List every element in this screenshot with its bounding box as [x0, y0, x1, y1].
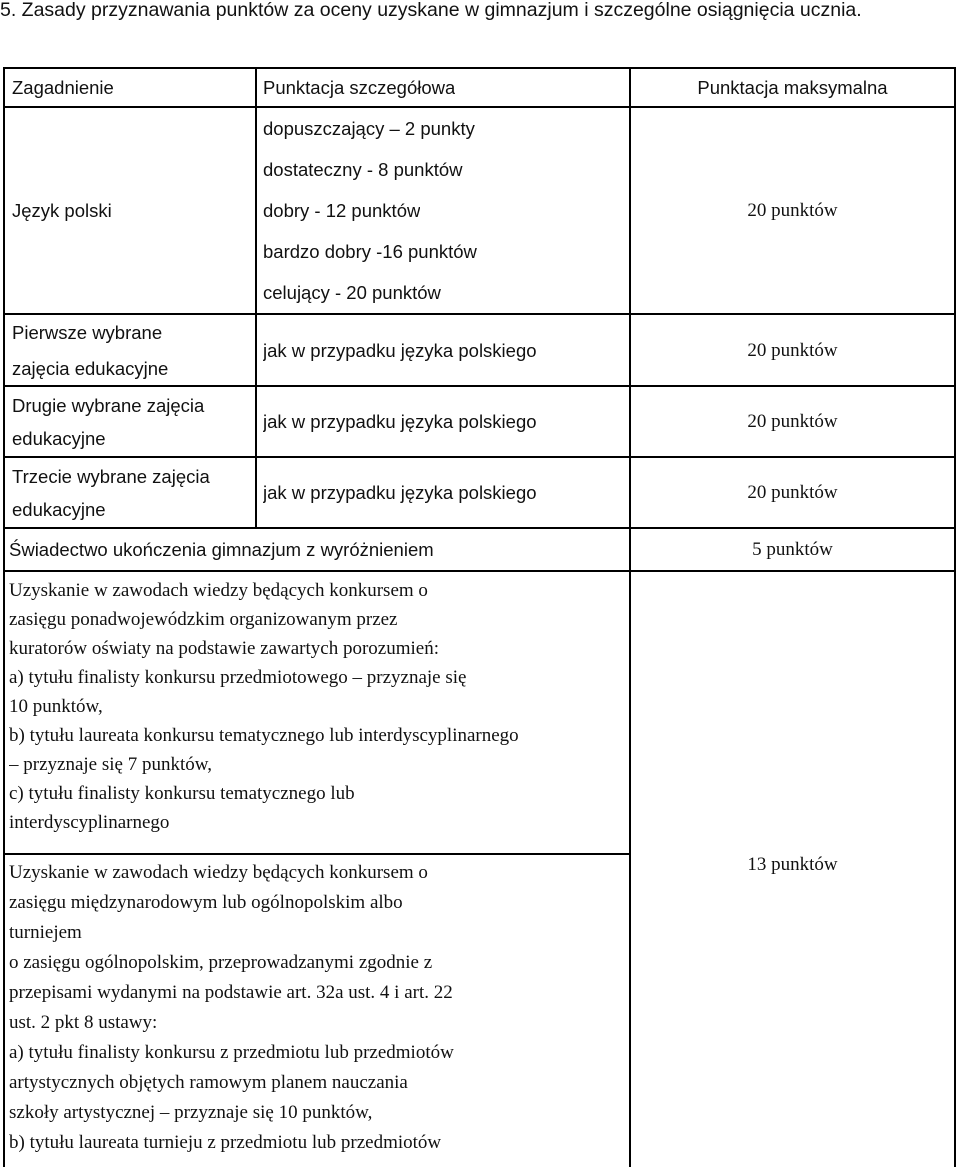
- honors-certificate: Świadectwo ukończenia gimnazjum z wyróżnieniem: [9, 539, 434, 560]
- row-divider: [3, 570, 956, 572]
- row-divider: [3, 456, 956, 458]
- max-points: 20 punktów: [747, 200, 838, 221]
- section-heading: 5. Zasady przyznawania punktów za oceny uzyskane w gimnazjum i szczególne osiągnięcia ucznia.: [0, 0, 862, 21]
- max-points: 20 punktów: [747, 340, 838, 361]
- grade-line: celujący - 20 punktów: [263, 282, 441, 303]
- grade-line: dostateczny - 8 punktów: [263, 159, 463, 180]
- header-punktacja-maksymalna: Punktacja maksymalna: [697, 77, 888, 98]
- subject-detail: jak w przypadku języka polskiego: [263, 482, 537, 503]
- subject-polish: Język polski: [12, 200, 112, 221]
- row-divider: [3, 527, 956, 529]
- contest-national: Uzyskanie w zawodach wiedzy będących konkursem o zasięgu międzynarodowym lub ogólnopolskim albo turniejem o zasięgu ogólnopolskim, przeprowadzanymi zgodnie z przepisami wydanymi na podstawie art. 32a ust. 4 i art. 22 ust. 2 pkt 8 ustawy: a) tytułu finalisty konkursu z przedmiotu lub przedmiotów artystycznych objętych ramowym planem nauczania szkoły artystycznej – przyznaje się 10 punktów, b) tytułu laureata turnieju z przedmiotu lub przedmiotów: [9, 862, 454, 1153]
- max-points: 20 punktów: [747, 482, 838, 503]
- row-divider: [3, 313, 956, 315]
- contest-supraregional: Uzyskanie w zawodach wiedzy będących konkursem o zasięgu ponadwojewódzkim organizowanym przez kuratorów oświaty na podstawie zawartych porozumień: a) tytułu finalisty konkursu przedmiotowego – przyznaje się 10 punktów, b) tytułu laureata konkursu tematycznego lub interdyscyplinarnego – przyznaje się 7 punktów, c) tytułu finalisty konkursu tematycznego lub interdyscyplinarnego: [9, 580, 519, 833]
- row-divider-partial: [3, 853, 631, 855]
- max-points: 5 punktów: [752, 539, 833, 560]
- row-divider: [3, 385, 956, 387]
- max-points: 13 punktów: [747, 854, 838, 875]
- max-points: 20 punktów: [747, 411, 838, 432]
- row-divider: [3, 106, 956, 108]
- subject-third-elective: Trzecie wybrane zajęcia edukacyjne: [12, 466, 210, 520]
- subject-second-elective: Drugie wybrane zajęcia edukacyjne: [12, 395, 205, 449]
- subject-detail: jak w przypadku języka polskiego: [263, 411, 537, 432]
- table-border-top: [3, 67, 956, 69]
- grade-line: dopuszczający – 2 punkty: [263, 118, 475, 139]
- table-border-right: [954, 67, 956, 1167]
- divider-col1: [255, 67, 257, 528]
- grade-line: dobry - 12 punktów: [263, 200, 421, 221]
- table-border-left: [3, 67, 5, 1167]
- subject-first-elective: Pierwsze wybrane zajęcia edukacyjne: [12, 322, 169, 379]
- header-punktacja-szczegolowa: Punktacja szczegółowa: [263, 77, 456, 98]
- grade-line: bardzo dobry -16 punktów: [263, 241, 477, 262]
- subject-detail: jak w przypadku języka polskiego: [263, 340, 537, 361]
- header-zagadnienie: Zagadnienie: [12, 77, 114, 98]
